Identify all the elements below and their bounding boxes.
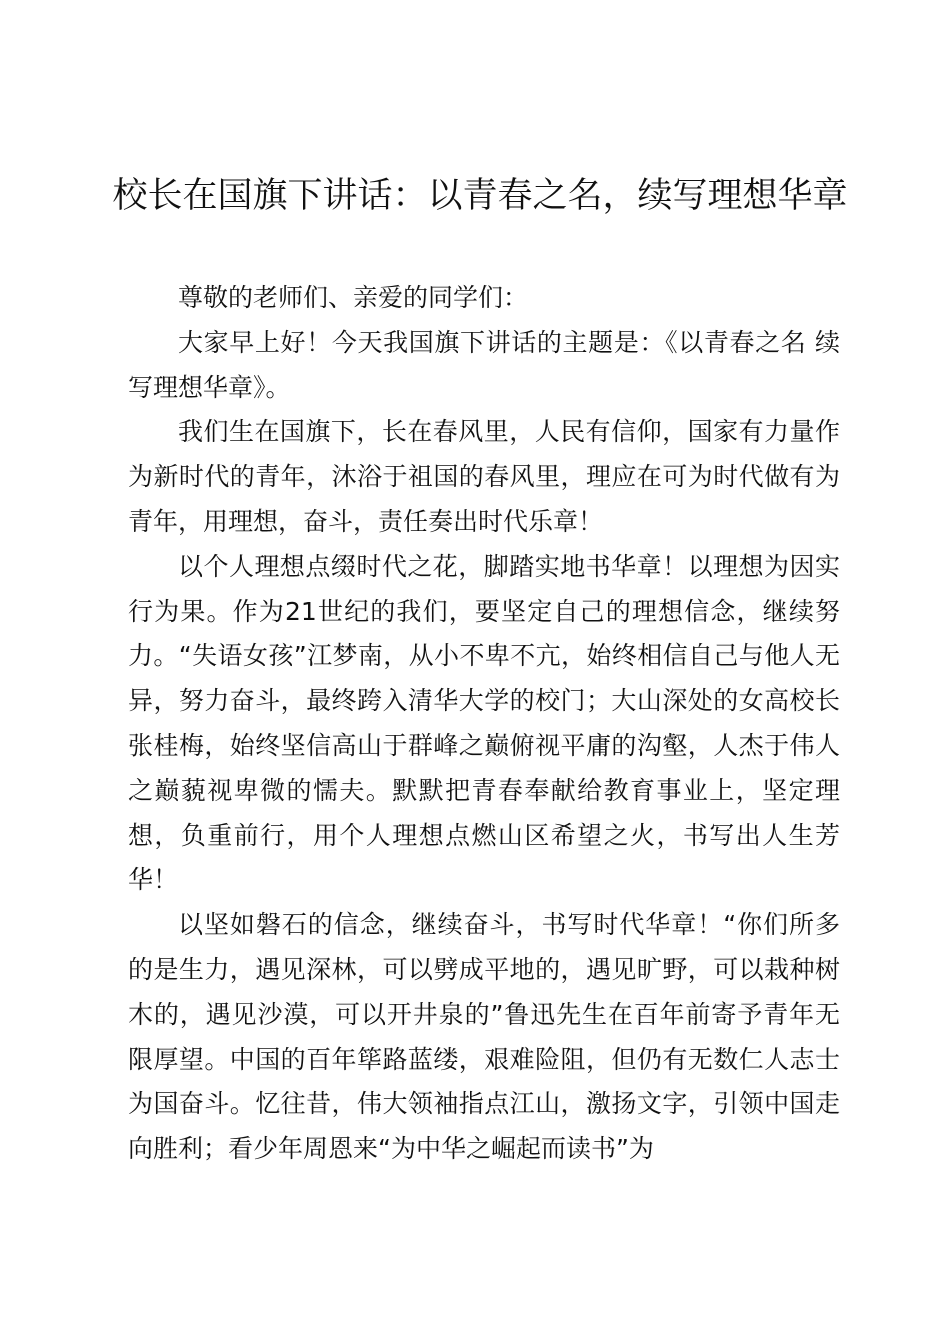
salutation-paragraph: 尊敬的老师们、亲爱的同学们： (178, 283, 529, 312)
greeting-paragraph: 大家早上好！今天我国旗下讲话的主题是：《以青春之名 续写理想华章》。 (128, 327, 840, 402)
document-title: 校长在国旗下讲话：以青春之名，续写理想华章 (112, 176, 848, 216)
body-paragraph: 我们生在国旗下，长在春风里，人民有信仰，国家有力量作为新时代的青年，沐浴于祖国的春风里，理应在可为时代做有为青年，用理想，奋斗，责任奏出时代乐章！ (128, 417, 840, 536)
document-body (128, 276, 840, 1172)
body-paragraph: 以坚如磐石的信念，继续奋斗，书写时代华章！“你们所多的是生力，遇见深林，可以劈成平地的，遇见旷野，可以栽种树木的，遇见沙漠，可以开井泉的”鲁迅先生在百年前寄予青年无限厚望。中国的百年筚路蓝缕，艰难险阻，但仍有无数仁人志士为国奋斗。忆往昔，伟大领袖指点江山，激扬文字，引领中国走向胜利；看少年周恩来“为中华之崛起而读书”为 (128, 910, 840, 1164)
body-paragraph: 以个人理想点缀时代之花，脚踏实地书华章！以理想为因实行为果。作为21世纪的我们，要坚定自己的理想信念，继续努力。“失语女孩”江梦南，从小不卑不亢，始终相信自己与他人无异，努力奋斗，最终跨入清华大学的校门；大山深处的女高校长张桂梅，始终坚信高山于群峰之巅俯视平庸的沟壑，人杰于伟人之巅藐视卑微的懦夫。默默把青春奉献给教育事业上，坚定理想，负重前行，用个人理想点燃山区希望之火，书写出人生芳华！ (128, 551, 840, 895)
